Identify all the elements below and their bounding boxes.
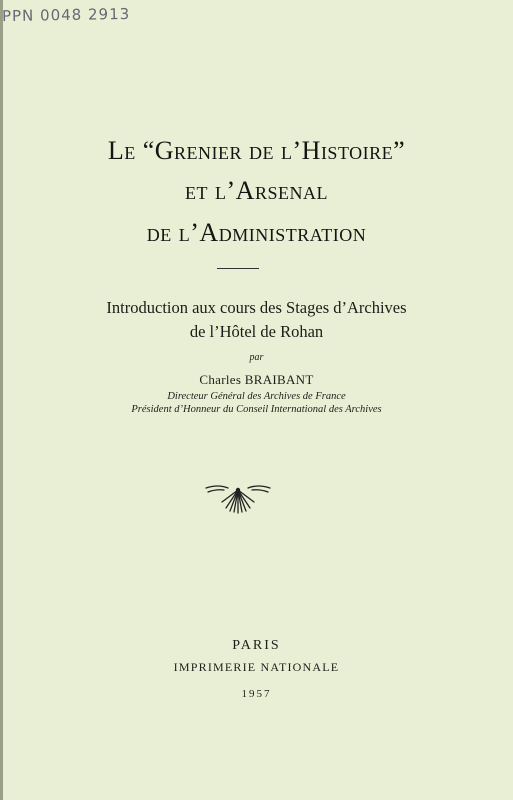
title-line-3: de l’Administration: [146, 218, 367, 247]
author-name: Charles BRAIBANT: [199, 372, 314, 387]
handwritten-shelfmark: PPN 0048 2913: [1, 4, 131, 26]
title-line-1: Le “Grenier de l’Histoire”: [107, 136, 406, 165]
title-divider: [217, 268, 259, 269]
author-role-2: Président d’Honneur du Conseil International des Archives: [131, 404, 382, 415]
author-role-1: Directeur Général des Archives de France: [167, 391, 346, 402]
rays-ornament-icon: [204, 480, 272, 514]
imprint-city: PARIS: [232, 638, 281, 653]
title-line-2: et l’Arsenal: [185, 176, 328, 205]
by-label: par: [249, 352, 264, 363]
imprint-printer: IMPRIMERIE NATIONALE: [173, 660, 340, 674]
subtitle-line-2: de l’Hôtel de Rohan: [189, 322, 324, 341]
imprint-year: 1957: [241, 688, 272, 700]
subtitle-line-1: Introduction aux cours des Stages d’Archives: [106, 298, 407, 317]
